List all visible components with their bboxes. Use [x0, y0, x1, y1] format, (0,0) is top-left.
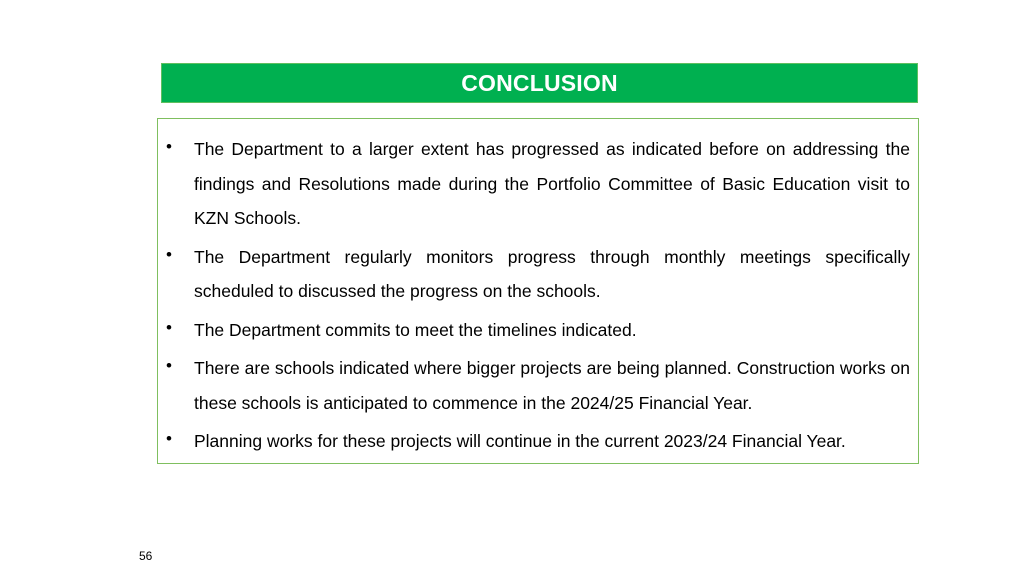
- slide-title: CONCLUSION: [461, 69, 618, 96]
- list-item: [158, 351, 910, 420]
- conclusion-box: [157, 118, 919, 464]
- bullet-list: [158, 132, 910, 459]
- bullet-text: The Department regularly monitors progress through monthly meetings specifically scheduled to discussed the progress on the schools.: [194, 246, 910, 301]
- list-item: [158, 240, 910, 309]
- bullet-text: There are schools indicated where bigger projects are being planned. Construction works on these schools is anticipated to commence in the 2024/25 Financial Year.: [194, 358, 910, 413]
- list-item: [158, 424, 910, 459]
- bullet-icon: •: [166, 137, 172, 156]
- bullet-icon: •: [166, 244, 172, 264]
- bullet-icon: •: [166, 429, 172, 448]
- list-item: [158, 313, 910, 348]
- bullet-icon: •: [166, 356, 172, 375]
- title-banner: [161, 63, 918, 103]
- bullet-icon: •: [166, 317, 172, 337]
- bullet-text: The Department to a larger extent has progressed as indicated before on addressing the findings and Resolutions made during the Portfolio Committee of Basic Education visit to KZN Schools.: [194, 139, 910, 228]
- list-item: [158, 132, 910, 236]
- bullet-text: Planning works for these projects will continue in the current 2023/24 Financial Year.: [194, 431, 846, 451]
- page-number: 56: [139, 549, 153, 563]
- bullet-text: The Department commits to meet the timelines indicated.: [194, 319, 637, 340]
